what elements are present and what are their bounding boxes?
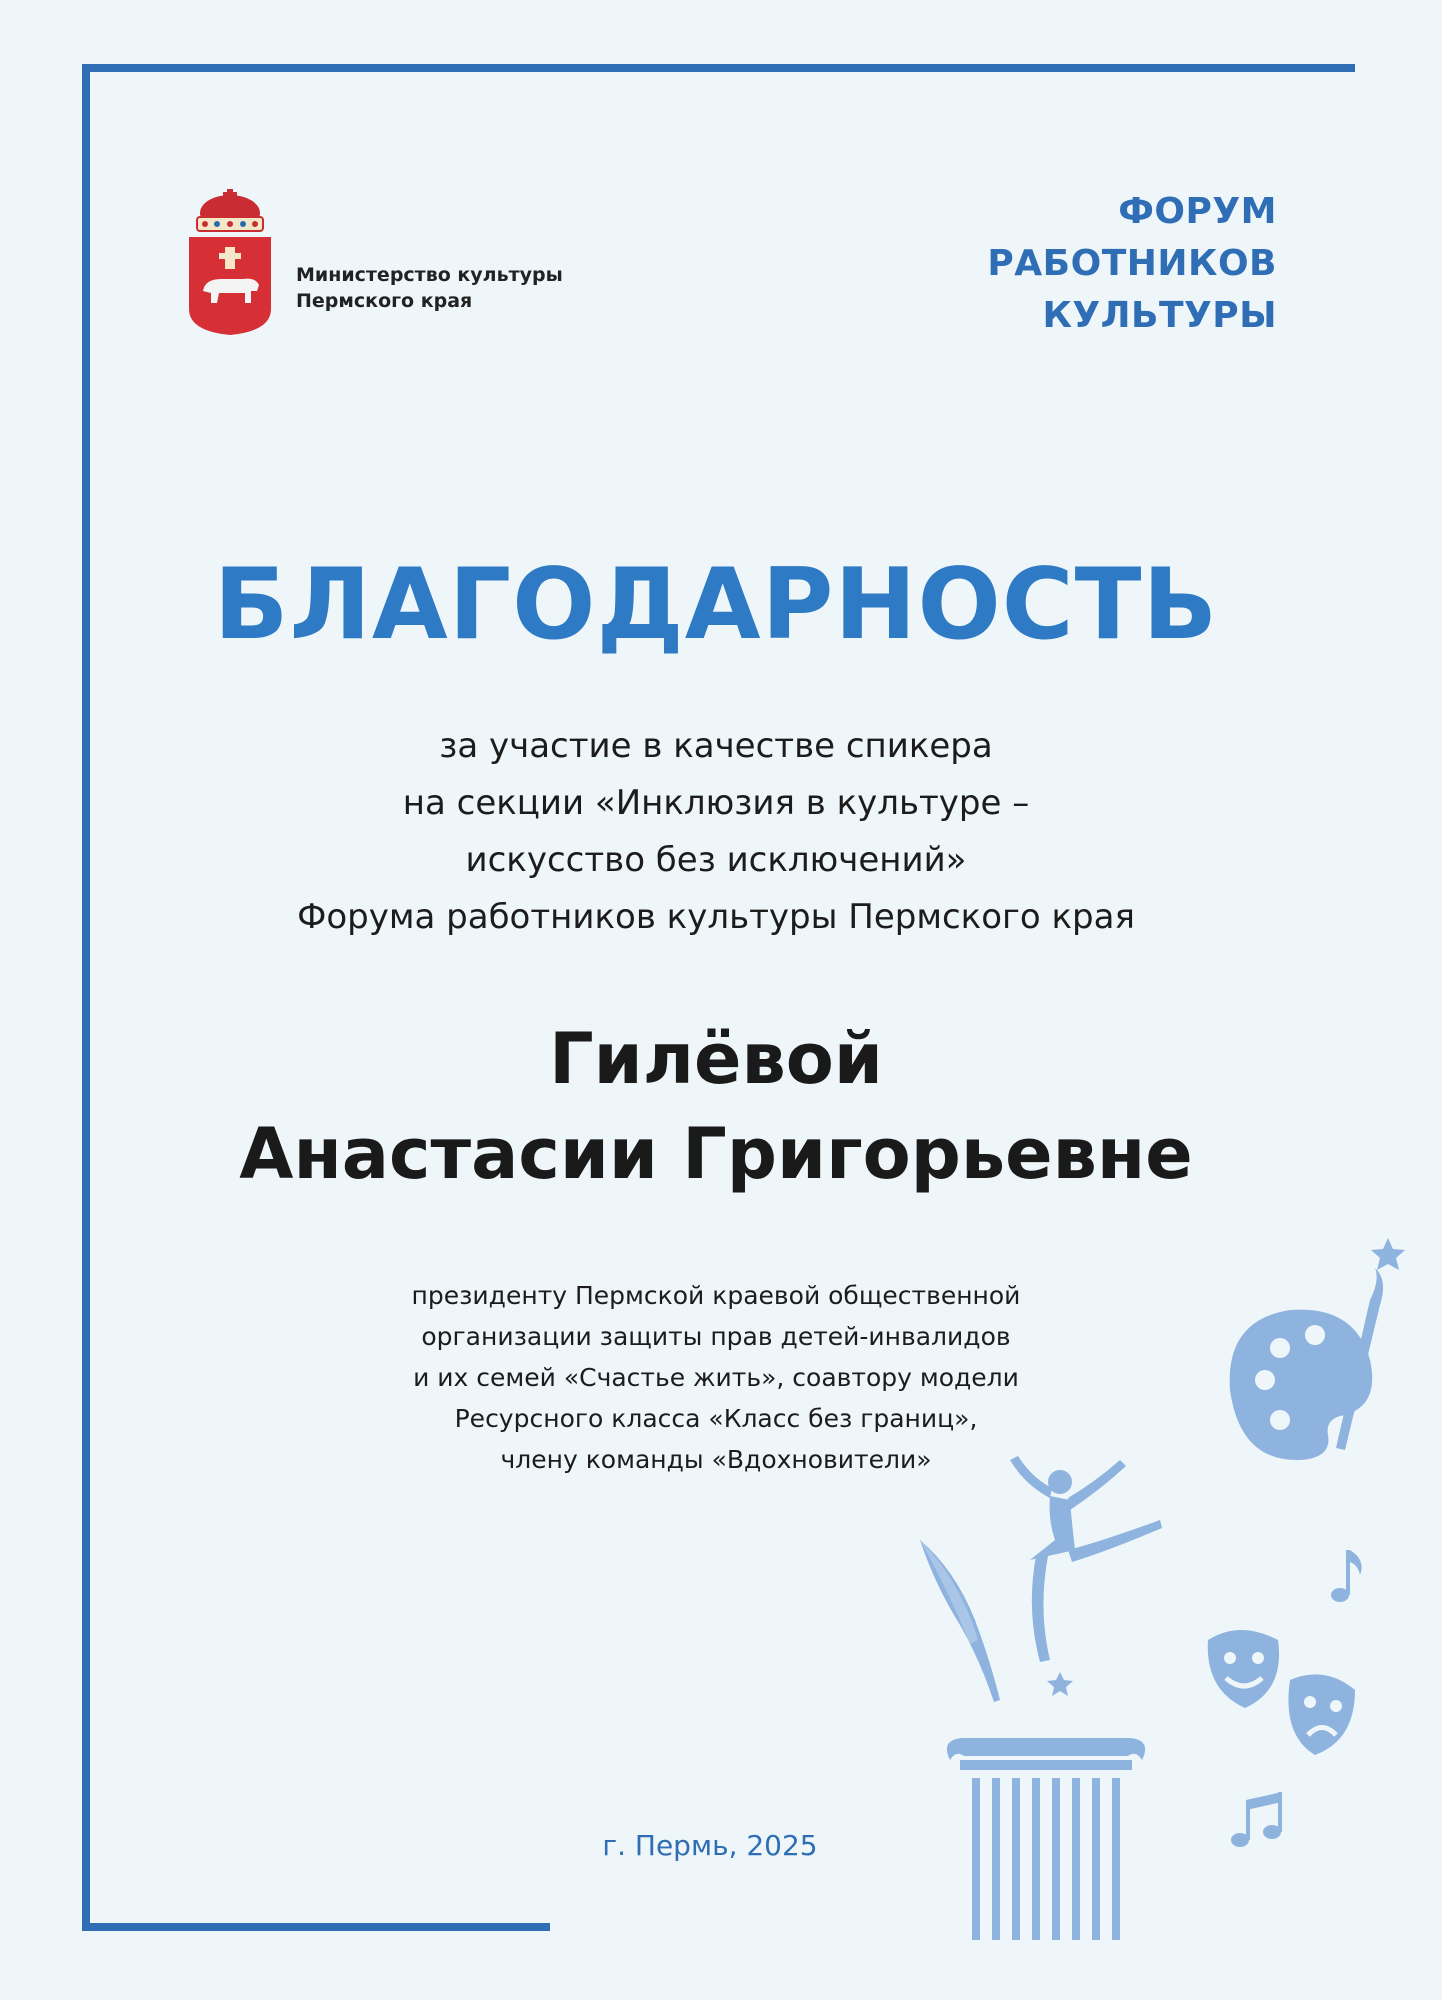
- position-line-2: организации защиты прав детей-инвалидов: [421, 1322, 1011, 1351]
- quill-icon: [920, 1540, 1000, 1702]
- ministry-line-1: Министерство культуры: [296, 264, 563, 286]
- forum-line-1: ФОРУМ: [1118, 191, 1277, 232]
- culture-illustration: [900, 1220, 1420, 1940]
- forum-line-3: КУЛЬТУРЫ: [1042, 295, 1277, 336]
- forum-logo-text: [857, 186, 1277, 342]
- star-icon: [1371, 1238, 1405, 1270]
- document-title: БЛАГОДАРНОСТЬ: [213, 548, 1219, 662]
- position-line-3: и их семей «Счастье жить», соавтору модели: [413, 1363, 1019, 1392]
- frame-bottom-border: [82, 1923, 550, 1931]
- place-date: г. Пермь, 2025: [602, 1829, 818, 1862]
- frame-left-border: [82, 64, 90, 1931]
- ballerina-icon: [1010, 1456, 1162, 1662]
- recipient-given-names: Анастасии Григорьевне: [239, 1113, 1193, 1195]
- reason-text: [90, 718, 1342, 946]
- ministry-name: [296, 262, 626, 314]
- theatre-masks-icon: [1208, 1630, 1355, 1755]
- reason-line-1: за участие в качестве спикера: [439, 726, 993, 766]
- position-line-5: члену команды «Вдохновители»: [500, 1445, 932, 1474]
- forum-line-2: РАБОТНИКОВ: [987, 243, 1277, 284]
- star-icon: [1047, 1672, 1073, 1696]
- reason-line-4: Форума работников культуры Пермского края: [297, 897, 1135, 937]
- column-icon: [947, 1738, 1145, 1940]
- recipient-name: [90, 1012, 1342, 1202]
- frame-top-border: [82, 64, 1355, 72]
- perm-krai-emblem: [185, 187, 275, 337]
- ministry-line-2: Пермского края: [296, 290, 473, 312]
- position-line-1: президенту Пермской краевой общественной: [411, 1281, 1021, 1310]
- position-line-4: Ресурсного класса «Класс без границ»,: [454, 1404, 978, 1433]
- recipient-surname: Гилёвой: [549, 1018, 883, 1100]
- reason-line-2: на секции «Инклюзия в культуре –: [402, 783, 1030, 823]
- reason-line-3: искусство без исключений»: [465, 840, 967, 880]
